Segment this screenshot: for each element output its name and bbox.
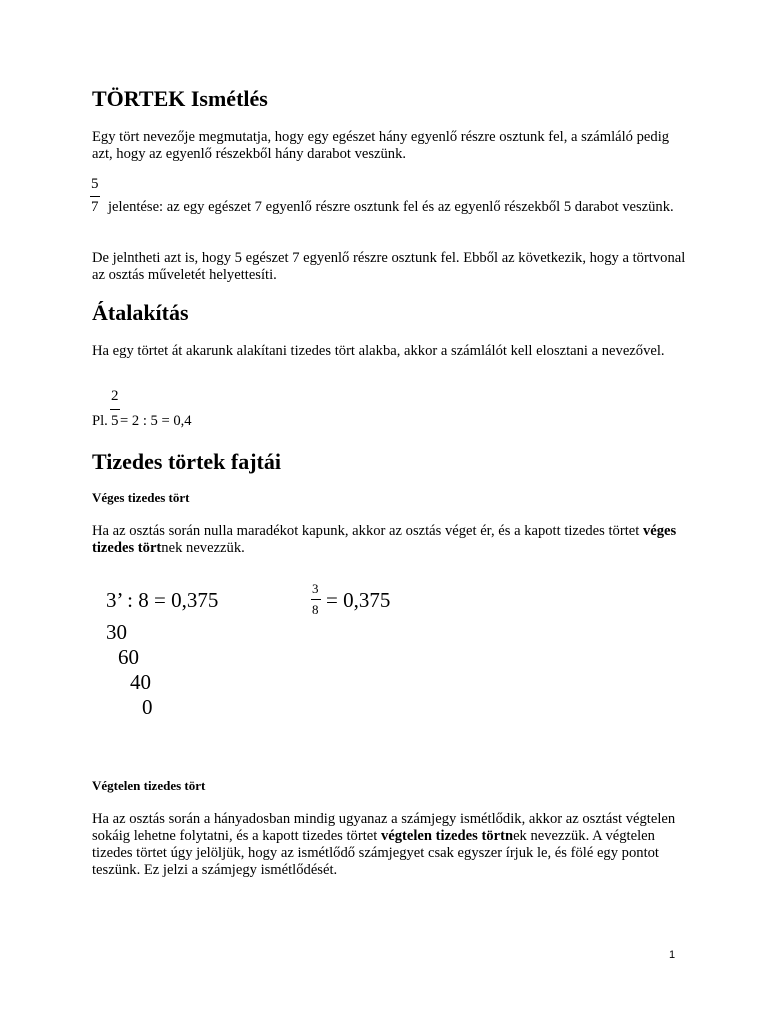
example-denominator: 5 [111,413,119,429]
fraction-3-8-result: = 0,375 [326,588,391,612]
fraction-3-8-denominator: 8 [312,602,319,617]
section-heading-types: Tizedes törtek fajtái [92,449,281,474]
intro-paragraph: Egy tört nevezője megmutatja, hogy egy egészet hány egyenlő részre osztunk fel, a számláló pedig azt, hogy az egyenlő részekből hány darabot veszünk. [92,129,670,162]
subheading-finite: Véges tizedes tört [92,490,190,505]
fraction-denominator: 7 [91,199,99,215]
example-fraction-bar [110,409,120,410]
fraction-numerator: 5 [91,176,99,192]
fraction-bar [90,196,100,197]
page-title: TÖRTEK Ismétlés [92,86,268,111]
division-step-2: 60 [118,645,139,669]
division-step-1: 30 [106,620,127,644]
division-step-3: 40 [130,670,151,694]
division-step-4: 0 [142,695,153,719]
conversion-paragraph: Ha egy törtet át akarunk alakítani tizedes tört alakba, akkor a számlálót kell elosztani a nevezővel. [92,343,665,359]
example-result: = 2 : 5 = 0,4 [120,413,192,429]
fraction-3-8-bar [311,599,321,600]
fraction-3-8-numerator: 3 [312,581,319,596]
section-heading-conversion: Átalakítás [92,300,189,325]
fraction-meaning-text: jelentése: az egy egészet 7 egyenlő részre osztunk fel és az egyenlő részekből 5 darabot veszünk. [108,199,674,215]
page-number: 1 [669,949,676,961]
example-prefix: Pl. [92,413,108,429]
division-meaning-paragraph: De jelntheti azt is, hogy 5 egészet 7 egyenlő részre osztunk fel. Ebből az következik, hogy a törtvonal az osztás műveletét helyettesíti. [92,250,686,283]
example-numerator: 2 [111,388,119,404]
subheading-infinite: Végtelen tizedes tört [92,778,206,793]
infinite-paragraph: Ha az osztás során a hányadosban mindig ugyanaz a számjegy ismétlődik, akkor az osztást végtelen sokáig lehetne folytatni, és a kapott tizedes törtet végtelen tizedes törtnek nevezzük. A végtelen tizedes törtet úgy jelöljük, hogy az ismétlődő számjegyet csak egyszer írjuk le, és fölé egy pontot teszünk. Ez jelzi a számjegy ismétlődését. [92,811,676,878]
finite-paragraph: Ha az osztás során nulla maradékot kapunk, akkor az osztás véget ér, és a kapott tizedes törtet véges tizedes törtnek nevezzük. [92,523,677,556]
division-line: 3’ : 8 = 0,375 [106,588,219,612]
